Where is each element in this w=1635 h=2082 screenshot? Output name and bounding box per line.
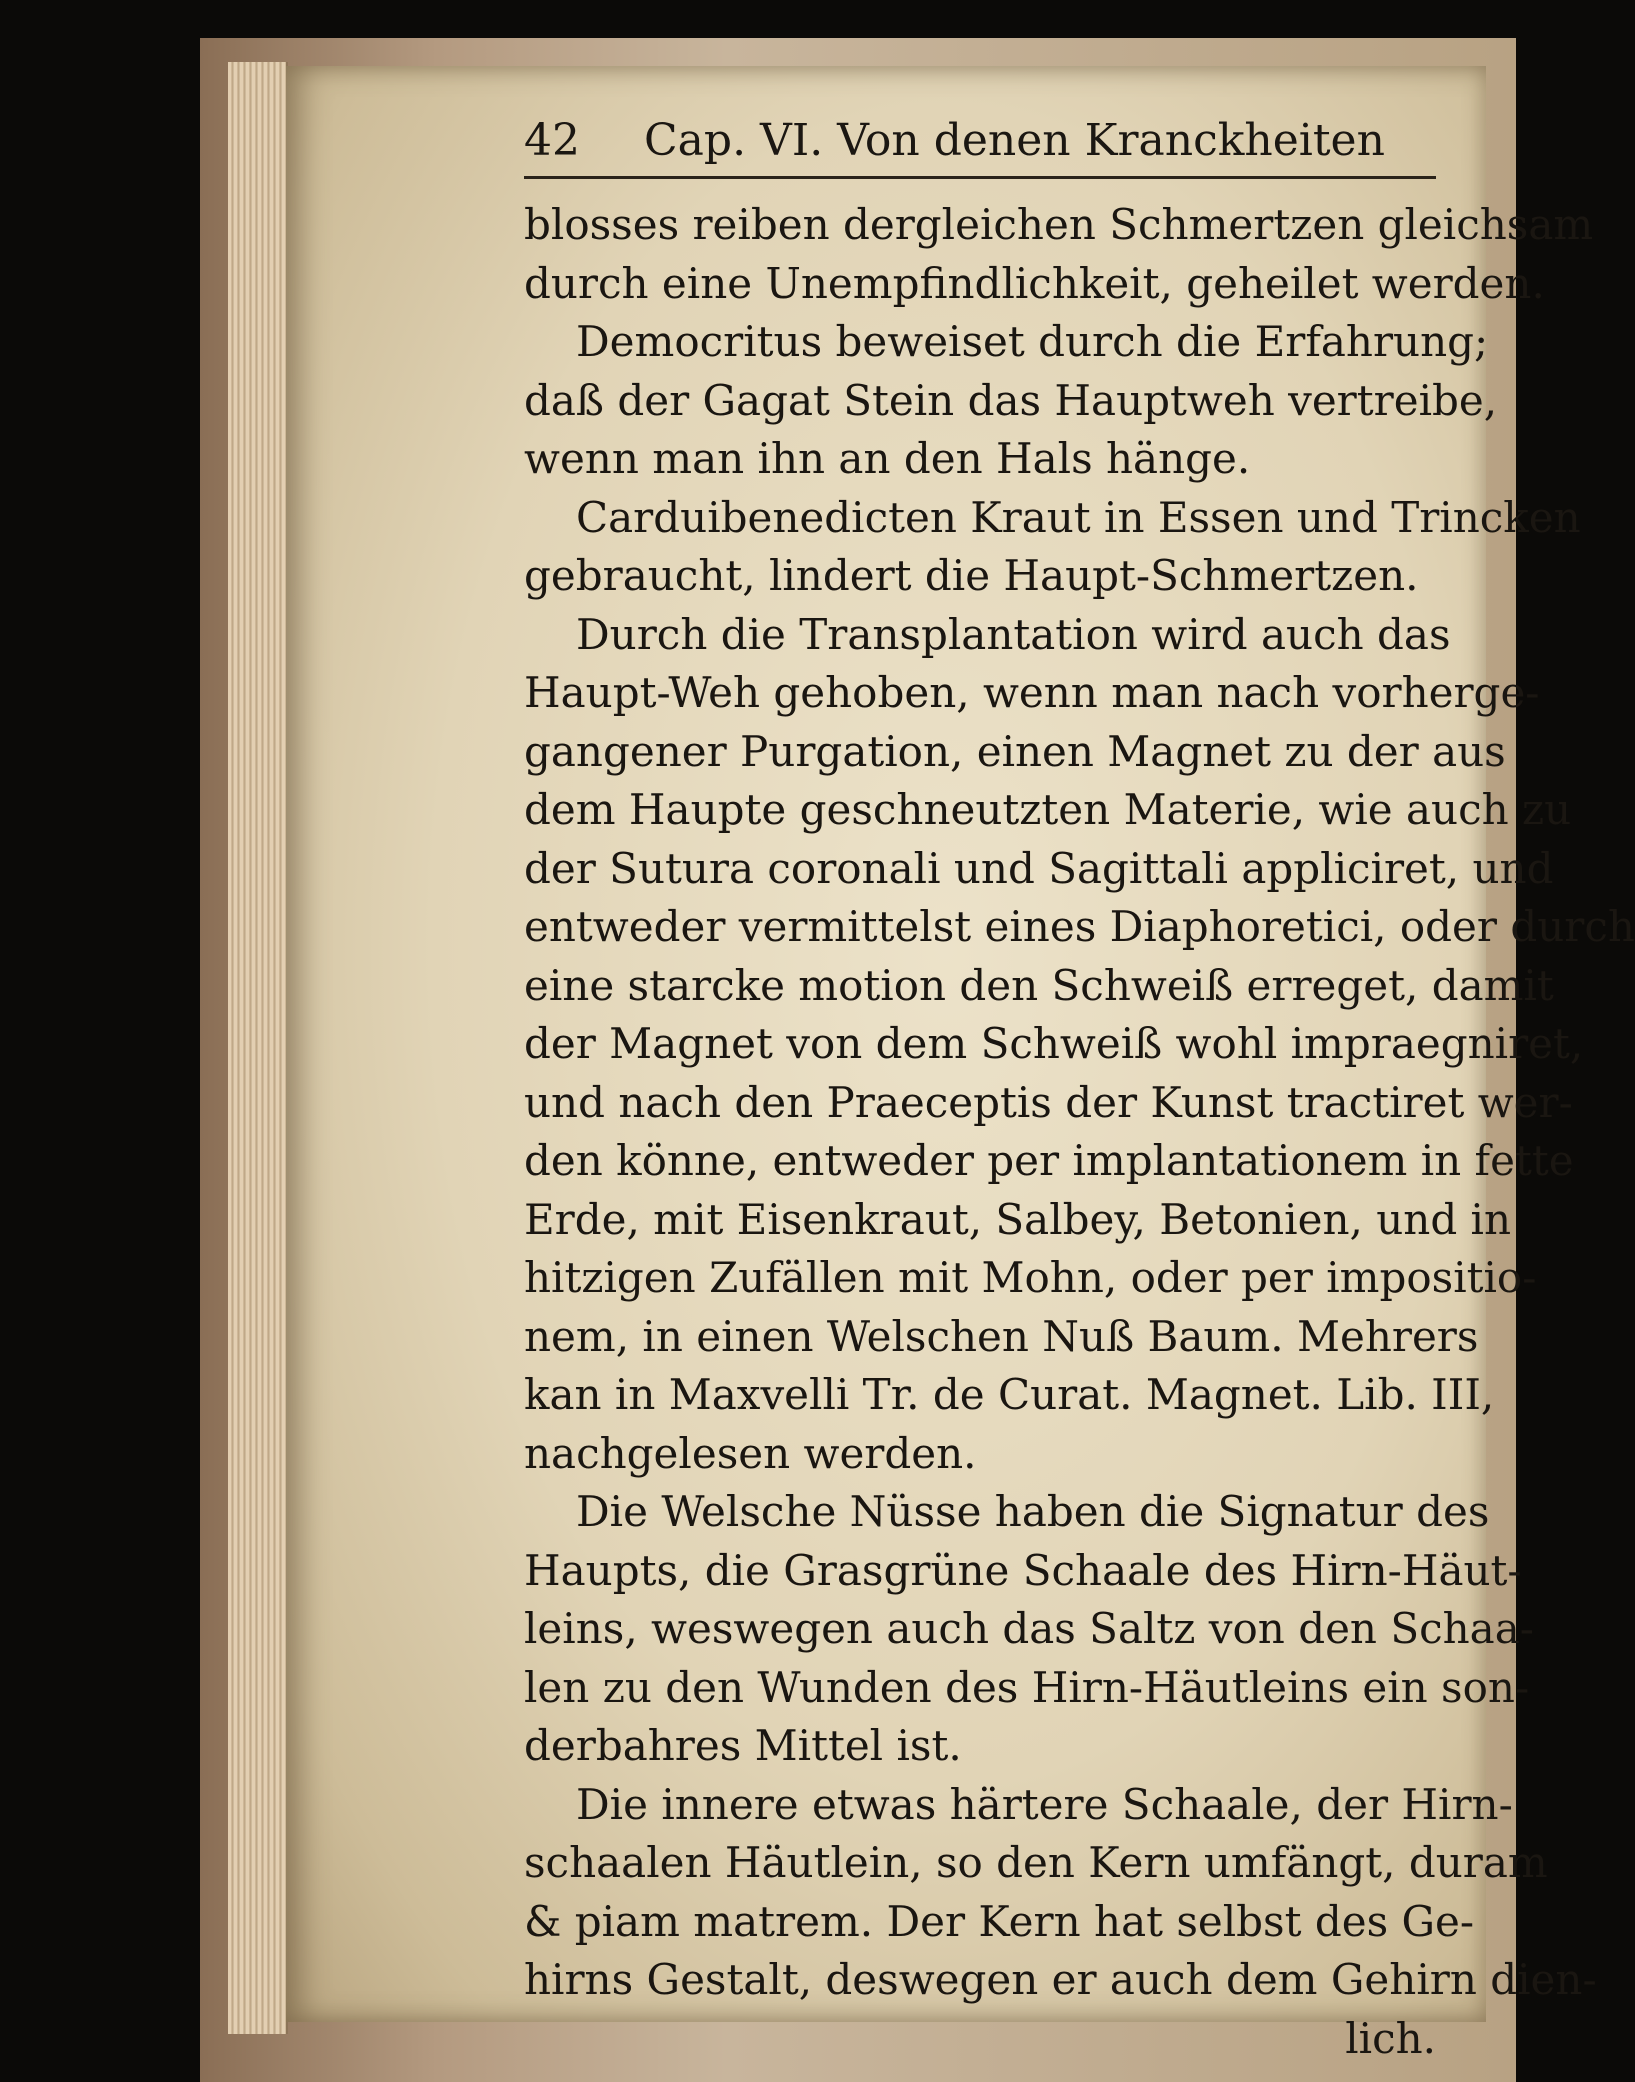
text-line: hirns Gestalt, deswegen er auch dem Gehirn dien- <box>524 1955 1597 2004</box>
text-line: eine starcke motion den Schweiß erreget, damit <box>524 960 1554 1010</box>
text-line: gebraucht, lindert die Haupt-Schmertzen. <box>524 551 1419 600</box>
text-line: hitzigen Zufällen mit Mohn, oder per impositio- <box>524 1253 1537 1302</box>
text-line: blosses reiben dergleichen Schmertzen gleichsam <box>524 200 1594 249</box>
text-line: Die Welsche Nüsse haben die Signatur des <box>576 1487 1490 1536</box>
text-line: len zu den Wunden des Hirn-Häutleins ein son- <box>524 1662 1530 1712</box>
page-number: 42 <box>524 115 580 166</box>
page-edges <box>228 62 288 2034</box>
text-line: schaalen Häutlein, so den Kern umfängt, duram <box>524 1838 1548 1887</box>
text-line: dem Haupte geschneutzten Materie, wie auch zu <box>524 785 1572 834</box>
header-rule <box>524 176 1436 179</box>
body-text <box>524 196 1635 2068</box>
text-line: Die innere etwas härtere Schaale, der Hirn- <box>576 1779 1513 1829</box>
text-line: den könne, entweder per implantationem in fette <box>524 1136 1574 1185</box>
text-line: wenn man ihn an den Hals hänge. <box>524 434 1251 483</box>
text-line: leins, weswegen auch das Saltz von den Schaa- <box>524 1604 1534 1653</box>
text-line: & piam matrem. Der Kern hat selbst des Ge- <box>524 1896 1475 1946</box>
text-line: und nach den Praeceptis der Kunst tractiret wer- <box>524 1077 1573 1127</box>
text-line: lich. <box>1345 2013 1436 2063</box>
text-line: kan in Maxvelli Tr. de Curat. Magnet. Lib. III, <box>524 1370 1495 1419</box>
text-line: der Sutura coronali und Sagittali appliciret, und <box>524 843 1554 893</box>
text-line: daß der Gagat Stein das Hauptweh vertreibe, <box>524 375 1498 425</box>
text-line: Democritus beweiset durch die Erfahrung; <box>576 317 1489 366</box>
text-line: Erde, mit Eisenkraut, Salbey, Betonien, und in <box>524 1194 1512 1244</box>
text-line: Carduibenedicten Kraut in Essen und Trincken <box>576 492 1581 542</box>
text-line: entweder vermittelst eines Diaphoretici, oder durch <box>524 902 1635 951</box>
text-line: Haupts, die Grasgrüne Schaale des Hirn-Häut- <box>524 1545 1522 1595</box>
text-line: der Magnet von dem Schweiß wohl impraegniret, <box>524 1019 1584 1068</box>
text-line: nachgelesen werden. <box>524 1428 977 1478</box>
text-line: Haupt-Weh gehoben, wenn man nach vorherge- <box>524 668 1540 717</box>
text-line: durch eine Unempfindlichkeit, geheilet werden. <box>524 258 1545 308</box>
text-line: Durch die Transplantation wird auch das <box>576 609 1451 659</box>
text-line: nem, in einen Welschen Nuß Baum. Mehrers <box>524 1311 1479 1361</box>
text-line: gangener Purgation, einen Magnet zu der aus <box>524 726 1506 776</box>
running-header <box>524 112 1444 170</box>
text-line: derbahres Mittel ist. <box>524 1721 962 1770</box>
chapter-title: Cap. VI. Von denen Kranckheiten <box>644 115 1385 166</box>
